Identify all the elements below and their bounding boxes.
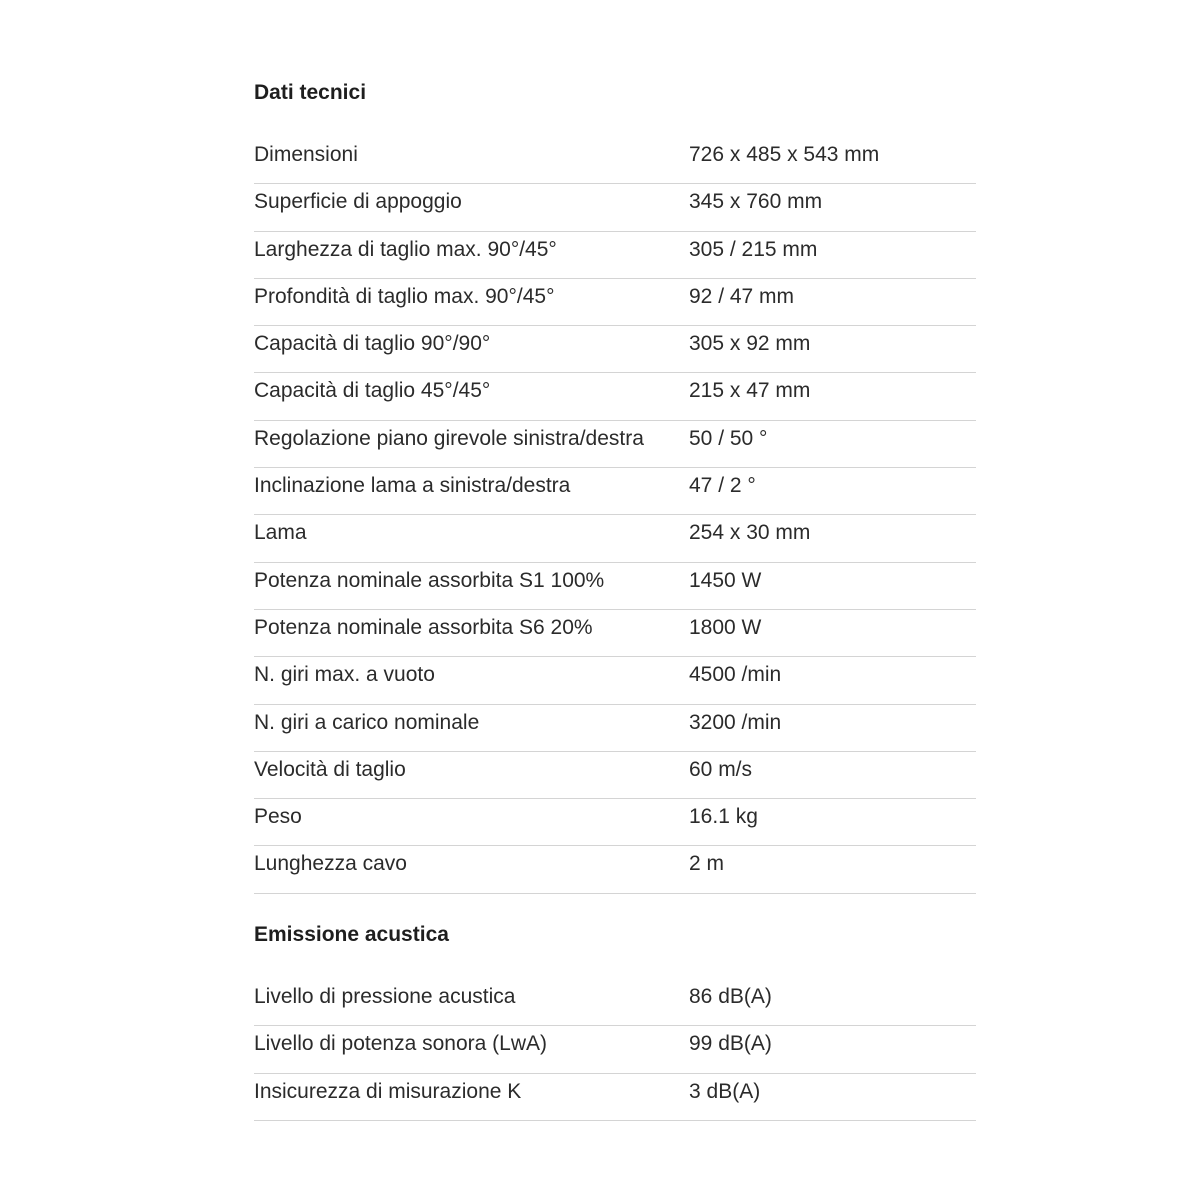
- spec-value: 1800 W: [689, 615, 762, 639]
- table-row: [254, 752, 976, 799]
- table-row: [254, 563, 976, 610]
- table-row: [254, 1026, 976, 1073]
- spec-value: 86 dB(A): [689, 985, 772, 1008]
- table-row: [254, 610, 976, 657]
- table-row: [254, 468, 976, 515]
- spec-label: Capacità di taglio 45°/45°: [254, 379, 491, 403]
- spec-value: 4500 /min: [689, 663, 782, 687]
- spec-label: Insicurezza di misurazione K: [254, 1079, 522, 1103]
- spec-label: Potenza nominale assorbita S6 20%: [254, 615, 593, 639]
- spec-value: 60 m/s: [689, 757, 753, 781]
- table-row: [254, 232, 976, 279]
- spec-value: 254 x 30 mm: [689, 521, 811, 545]
- table-row: [254, 326, 976, 373]
- spec-label: Profondità di taglio max. 90°/45°: [254, 284, 555, 308]
- spec-label: Lama: [254, 521, 307, 545]
- spec-label: N. giri max. a vuoto: [254, 663, 435, 687]
- spec-value: 345 x 760 mm: [689, 190, 823, 214]
- spec-label: N. giri a carico nominale: [254, 710, 480, 734]
- acoustic-emission-table: [254, 979, 976, 1121]
- table-row: [254, 421, 976, 468]
- table-row: [254, 1074, 976, 1121]
- spec-label: Capacità di taglio 90°/90°: [254, 332, 491, 356]
- spec-label: Inclinazione lama a sinistra/destra: [254, 474, 571, 498]
- spec-value: 3200 /min: [689, 710, 782, 734]
- spec-label: Livello di potenza sonora (LwA): [254, 1032, 547, 1056]
- table-row: [254, 515, 976, 562]
- spec-label: Regolazione piano girevole sinistra/destra: [254, 426, 644, 450]
- spec-value: 92 / 47 mm: [689, 284, 795, 308]
- spec-label: Velocità di taglio: [254, 757, 406, 781]
- spec-value: 99 dB(A): [689, 1032, 772, 1056]
- spec-label: Peso: [254, 805, 302, 829]
- spec-value: 1450 W: [689, 568, 762, 592]
- spec-value: 2 m: [689, 852, 725, 876]
- table-row: [254, 373, 976, 420]
- spec-value: 305 / 215 mm: [689, 237, 818, 261]
- technical-data-table: [254, 137, 976, 894]
- spec-value: 305 x 92 mm: [689, 332, 811, 356]
- table-row: [254, 279, 976, 326]
- spec-value: 16.1 kg: [689, 805, 758, 829]
- table-row: [254, 979, 976, 1026]
- spec-label: Superficie di appoggio: [254, 190, 462, 214]
- spec-label: Livello di pressione acustica: [254, 985, 516, 1008]
- spec-value: 726 x 485 x 543 mm: [689, 143, 880, 166]
- table-row: [254, 137, 976, 184]
- section-title-acoustic-emission: Emissione acustica: [254, 923, 449, 946]
- spec-label: Larghezza di taglio max. 90°/45°: [254, 237, 557, 261]
- section-title-technical-data: Dati tecnici: [254, 81, 367, 104]
- spec-label: Lunghezza cavo: [254, 852, 407, 876]
- spec-label: Potenza nominale assorbita S1 100%: [254, 568, 605, 592]
- table-row: [254, 799, 976, 846]
- spec-value: 215 x 47 mm: [689, 379, 811, 403]
- spec-value: 3 dB(A): [689, 1079, 761, 1103]
- spec-value: 50 / 50 °: [689, 426, 768, 450]
- spec-label: Dimensioni: [254, 143, 358, 166]
- spec-value: 47 / 2 °: [689, 474, 756, 498]
- table-row: [254, 846, 976, 893]
- table-row: [254, 657, 976, 704]
- table-row: [254, 184, 976, 231]
- table-row: [254, 705, 976, 752]
